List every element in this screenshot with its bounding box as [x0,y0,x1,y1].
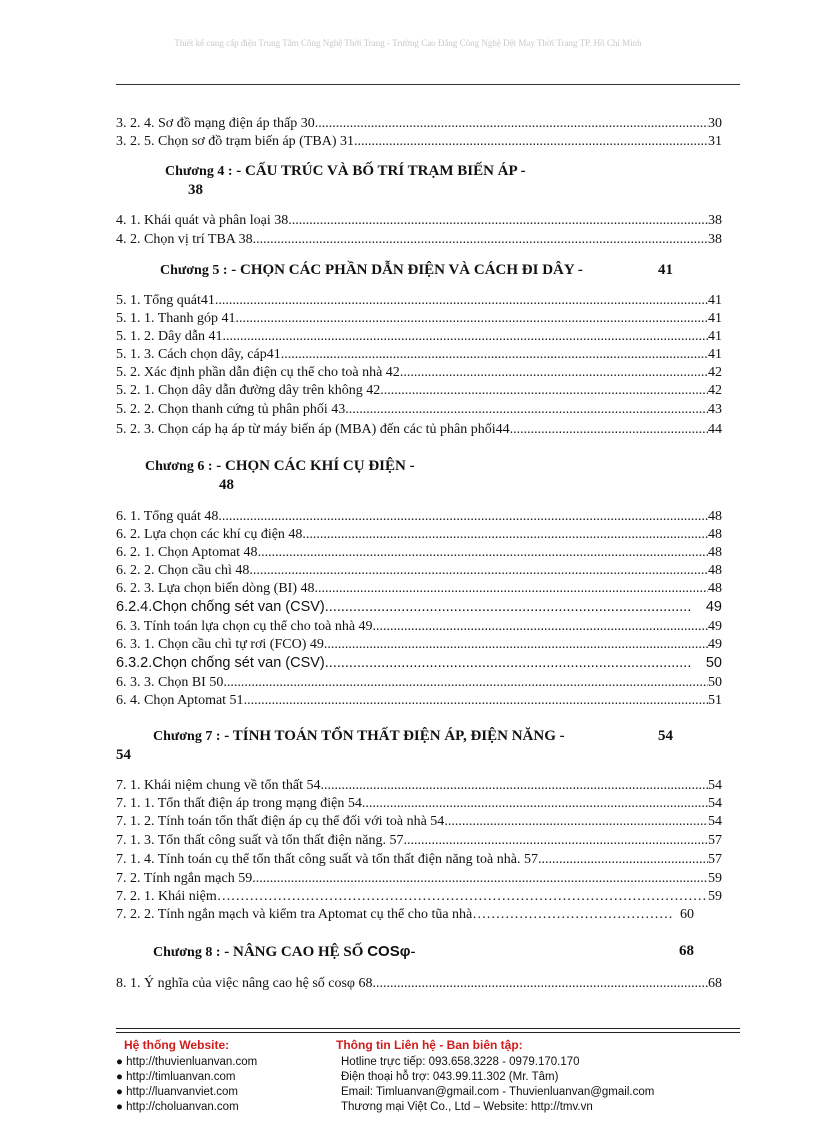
dot-leader [215,292,708,310]
chapter-title: - CẤU TRÚC VÀ BỐ TRÍ TRẠM BIẾN ÁP - [236,163,526,179]
toc-entry[interactable] [116,364,722,382]
toc-entry-text: 6. 2. 1. Chọn Aptomat 48 [116,545,258,560]
toc-entry-page: 41 [708,293,722,308]
email-text[interactable]: Email: Timluanvan@gmail.com - Thuvienluanvan@gmail.com [341,1086,655,1098]
toc-entry-page: 50 [708,675,722,690]
toc-entry[interactable] [116,401,722,419]
dot-leader [444,813,708,831]
toc-entry[interactable] [116,310,722,328]
toc-entry[interactable] [116,544,722,562]
toc-entry-page: 51 [708,693,722,708]
chapter-7-page-wrap: 54 [116,747,131,763]
toc-entry-page: 43 [708,402,722,417]
toc-entry-text: 7. 1. 2. Tính toán tổn thất điện áp cụ thể đối với toà nhà 54 [116,814,445,829]
dot-leader [325,654,692,672]
toc-entry-text: 5. 2. 3. Chọn cáp hạ áp từ máy biến áp (MBA) đến các tủ phân phối44 [116,422,510,437]
toc-entry-page: 31 [708,134,722,149]
toc-entry[interactable] [116,382,722,400]
dot-leader [325,598,692,616]
dot-leader [324,636,708,654]
chapter-4-page: 38 [188,182,203,198]
toc-entry-page: 54 [708,814,722,829]
chapter-4-heading[interactable] [165,163,526,180]
toc-entry-text: 5. 2. Xác định phần dẫn điện cụ thể cho toà nhà 42 [116,365,400,380]
toc-entry-page: 41 [708,347,722,362]
toc-entry-page: 68 [708,976,722,991]
toc-entry-page: 54 [708,796,722,811]
chapter-label: Chương 4 : [165,164,233,179]
chapter-label: Chương 5 : [160,263,228,278]
toc-entry-text: 6. 3. 3. Chọn BI 50 [116,675,224,690]
toc-entry[interactable] [116,851,722,869]
dot-leader [302,526,708,544]
header-rule [116,84,740,85]
hotline-text: Hotline trực tiếp: 093.658.3228 - 0979.170.170 [341,1056,580,1068]
dot-leader [315,115,708,133]
toc-entry[interactable] [116,795,722,813]
dot-leader [510,421,708,439]
toc-entry[interactable] [116,212,722,230]
chapter-title: - TÍNH TOÁN TỔN THẤT ĐIỆN ÁP, ĐIỆN NĂNG - [224,728,565,744]
toc-entry[interactable] [116,832,722,850]
dot-leader [252,870,708,888]
cos-phi-symbol: COSφ [367,943,411,960]
chapter-8-heading[interactable] [153,943,415,961]
company-text[interactable]: Thương mại Việt Co., Ltd – Website: http://tmv.vn [341,1101,593,1113]
toc-entry-text: 5. 1. Tổng quát41 [116,293,215,308]
toc-entry-text: 3. 2. 5. Chọn sơ đồ trạm biến áp (TBA) 31 [116,134,354,149]
footer-rule [116,1028,740,1029]
chapter-dash: - [410,944,416,960]
toc-entry[interactable] [116,618,722,636]
chapter-label: Chương 7 : [153,729,221,744]
toc-entry-text: 6. 3. 1. Chọn cầu chì tự rơi (FCO) 49 [116,637,324,652]
toc-entry[interactable] [116,888,722,906]
toc-entry-text: 6. 2. 2. Chọn cầu chì 48 [116,563,250,578]
chapter-title: - NÂNG CAO HỆ SỐ [224,944,364,960]
website-list [116,1055,257,1115]
toc-entry-page: 44 [708,422,722,437]
dot-leader [253,231,708,249]
toc-entry-page: 48 [708,509,722,524]
dot-leader [218,508,708,526]
toc-entry-text: 7. 2. 2. Tính ngắn mạch và kiểm tra Aptomat cụ thể cho tũa nhà [116,907,473,922]
toc-entry-page: 49 [708,619,722,634]
website-section-title: Hệ thống Website: [124,1038,230,1052]
toc-entry-page: 59 [708,871,722,886]
toc-entry[interactable] [116,692,722,710]
dot-leader [373,975,708,993]
toc-entry[interactable] [116,580,722,598]
dot-leader [217,888,708,906]
footer-rule [116,1032,740,1033]
website-link[interactable]: ● http://thuvienluanvan.com [116,1056,258,1068]
dot-leader [249,562,708,580]
toc-entry-page: 60 [680,907,694,922]
toc-entry-page: 38 [708,213,722,228]
chapter-5-page: 41 [658,262,673,278]
toc-entry-page: 48 [708,527,722,542]
toc-entry-page: 30 [708,116,722,131]
toc-entry-page: 48 [708,563,722,578]
chapter-8-page: 68 [679,943,694,959]
toc-entry[interactable] [116,231,722,249]
toc-entry[interactable] [116,674,722,692]
toc-entry-text: 6. 4. Chọn Aptomat 51 [116,693,244,708]
dot-leader [380,382,708,400]
toc-entry-text: 7. 1. Khái niệm chung về tổn thất 54 [116,778,321,793]
dot-leader [400,364,708,382]
dot-leader [236,310,708,328]
toc-entry-page: 41 [708,329,722,344]
dot-leader [288,212,708,230]
toc-entry[interactable] [116,526,722,544]
toc-entry[interactable] [116,813,722,831]
toc-entry[interactable] [116,115,722,133]
dot-leader [373,618,708,636]
chapter-5-heading[interactable] [160,262,583,279]
toc-entry[interactable] [116,598,722,616]
chapter-6-heading[interactable] [145,458,415,475]
toc-entry[interactable] [116,421,722,439]
toc-entry-text: 6.2.4.Chọn chống sét van (CSV) [116,599,325,615]
dot-leader [362,795,708,813]
toc-entry-text: 7. 2. Tính ngắn mạch 59 [116,871,253,886]
toc-entry-text: 7. 1. 3. Tổn thất công suất và tổn thất điện năng. 57 [116,833,404,848]
toc-entry[interactable] [116,508,722,526]
dot-leader [281,346,708,364]
dot-leader [258,544,708,562]
chapter-title: - CHỌN CÁC KHÍ CỤ ĐIỆN - [216,458,415,474]
toc-entry[interactable] [116,777,722,795]
contact-list [341,1055,654,1115]
toc-entry-text: 6. 1. Tổng quát 48 [116,509,219,524]
toc-entry-page: 54 [708,778,722,793]
toc-entry-page: 49 [708,637,722,652]
dot-leader [403,832,708,850]
toc-entry-text: 6. 2. Lựa chọn các khí cụ điện 48 [116,527,303,542]
dot-leader [472,906,674,924]
toc-entry-text: 5. 1. 1. Thanh góp 41 [116,311,236,326]
support-phone-text: Điện thoại hỗ trợ: 043.99.11.302 (Mr. Tâm) [341,1071,559,1083]
toc-entry-page: 42 [708,365,722,380]
website-link[interactable]: ● http://luanvanviet.com [116,1086,239,1098]
toc-entry[interactable] [116,562,722,580]
toc-entry[interactable] [116,906,694,924]
toc-entry[interactable] [116,133,722,151]
chapter-label: Chương 8 : [153,945,221,960]
chapter-7-page: 54 [658,728,673,744]
toc-entry-text: 6.3.2.Chọn chống sét van (CSV) [116,655,325,671]
toc-entry-page: 49 [705,599,722,615]
toc-entry-page: 50 [705,655,722,671]
toc-entry[interactable] [116,975,722,993]
toc-entry-page: 57 [708,852,722,867]
dot-leader [315,580,709,598]
dot-leader [223,674,708,692]
toc-entry-text: 6. 3. Tính toán lựa chọn cụ thể cho toà nhà 49 [116,619,373,634]
toc-entry-text: 4. 1. Khái quát và phân loại 38 [116,213,289,228]
toc-entry-text: 7. 1. 1. Tổn thất điện áp trong mạng điện 54 [116,796,362,811]
website-link[interactable]: ● http://choluanvan.com [116,1101,239,1113]
chapter-6-page: 48 [219,477,234,493]
dot-leader [321,777,708,795]
chapter-7-heading[interactable] [153,728,565,745]
chapter-label: Chương 6 : [145,459,213,474]
toc-entry-text: 5. 2. 1. Chọn dây dẫn đường dây trên không 42 [116,383,381,398]
toc-entry-page: 38 [708,232,722,247]
dot-leader [345,401,708,419]
toc-entry-text: 5. 1. 2. Dây dẫn 41 [116,329,223,344]
toc-entry-text: 5. 2. 2. Chọn thanh cứng tủ phân phối 43 [116,402,346,417]
dot-leader [538,851,708,869]
toc-entry-page: 57 [708,833,722,848]
toc-entry-page: 59 [708,889,722,904]
dot-leader [223,328,708,346]
website-link[interactable]: ● http://timluanvan.com [116,1071,236,1083]
dot-leader [244,692,708,710]
toc-entry-text: 6. 2. 3. Lựa chọn biến dòng (BI) 48 [116,581,315,596]
toc-entry-page: 48 [708,581,722,596]
toc-entry-page: 42 [708,383,722,398]
toc-entry-page: 41 [708,311,722,326]
toc-entry[interactable] [116,346,722,364]
toc-entry[interactable] [116,292,722,310]
toc-entry[interactable] [116,636,722,654]
chapter-title: - CHỌN CÁC PHẦN DẪN ĐIỆN VÀ CÁCH ĐI DÂY - [231,262,583,278]
toc-entry-text: 4. 2. Chọn vị trí TBA 38 [116,232,253,247]
toc-entry[interactable] [116,870,722,888]
toc-entry-text: 5. 1. 3. Cách chọn dây, cáp41 [116,347,281,362]
contact-section-title: Thông tin Liên hệ - Ban biên tập: [336,1038,523,1052]
toc-entry-text: 8. 1. Ý nghĩa của việc nâng cao hệ số cosφ 68 [116,976,373,991]
toc-entry[interactable] [116,328,722,346]
toc-entry-text: 3. 2. 4. Sơ đồ mạng điện áp thấp 30 [116,116,315,131]
toc-entry-text: 7. 2. 1. Khái niệm [116,889,217,904]
toc-entry[interactable] [116,654,722,672]
dot-leader [354,133,708,151]
toc-entry-page: 48 [708,545,722,560]
toc-entry-text: 7. 1. 4. Tính toán cụ thể tổn thất công suất và tổn thất điện năng toà nhà. 57 [116,852,538,867]
running-header: Thiết kế cung cấp điện Trung Tâm Công Nghệ Thời Trang - Trường Cao Đẳng Công Nghệ Dệt May Thời Trang TP. Hồ Chí Minh [174,38,642,48]
